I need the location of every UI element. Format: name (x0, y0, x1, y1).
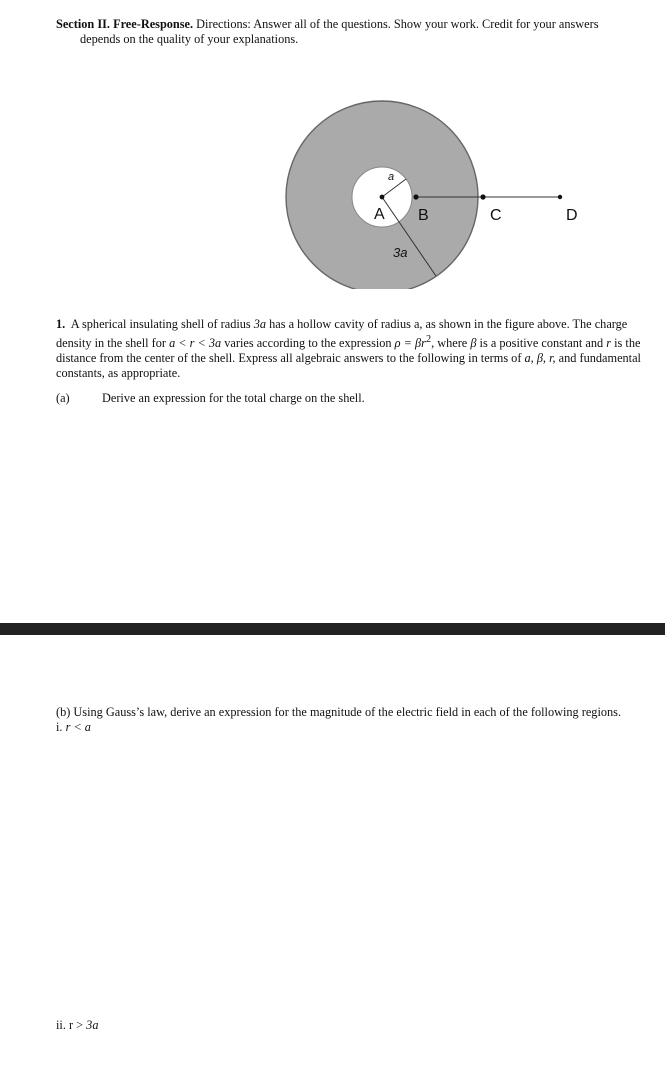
q1-text: , where (431, 336, 468, 351)
q1-text: A spherical insulating shell of radius (70, 317, 251, 331)
section-kind: Free-Response. (113, 17, 194, 31)
label-D: D (566, 207, 578, 224)
part-b-text: (b) Using Gauss’s law, derive an expression for the magnitude of the electric field in each of the following regions. (56, 705, 622, 719)
q1-exponent: 2 (425, 334, 432, 345)
directions-text-2: depends on the quality of your explanations. (80, 32, 299, 46)
q1-math: β (470, 336, 477, 351)
part-b-ii (56, 1018, 356, 1033)
label-C: C (490, 207, 502, 224)
part-a-label: (a) (56, 391, 70, 405)
section-label: Section II. (56, 17, 110, 31)
label-A: A (374, 206, 385, 223)
part-b-ii-expr: 3a (86, 1018, 99, 1032)
part-a-text: Derive an expression for the total charge on the shell. (102, 391, 365, 405)
directions-text-1: Directions: Answer all of the questions. Show your work. Credit for your answers (196, 17, 599, 31)
label-3a: 3a (393, 245, 408, 260)
point-B-dot (413, 194, 418, 199)
q1-text: and fundamental constants, as appropriate. (56, 351, 641, 381)
q1-math: 3a (253, 317, 267, 331)
question-1 (56, 317, 652, 381)
question-number: 1. (56, 317, 66, 331)
point-A-dot (380, 195, 385, 200)
q1-text: is the distance from the center of the shell. Express all algebraic answers to the following in terms of (56, 336, 641, 366)
q1-math: r (606, 336, 612, 351)
part-b-ii-label: ii. r > (56, 1018, 84, 1032)
part-b-i-expr: r < a (65, 720, 91, 734)
q1-math: ρ = βr (394, 336, 426, 351)
point-D-dot (558, 195, 562, 199)
q1-text: is a positive constant and (479, 336, 604, 351)
part-b (56, 705, 652, 735)
part-b-i-label: i. (56, 720, 63, 734)
q1-text: varies according to the expression (224, 336, 392, 351)
section-header (56, 17, 652, 47)
point-C-dot (480, 194, 485, 199)
q1-math: a < r < 3a (169, 336, 222, 351)
spherical-shell-figure (280, 93, 592, 289)
page-divider (0, 623, 665, 635)
part-a (56, 391, 652, 406)
label-B: B (418, 207, 429, 224)
q1-text: has a hollow cavity of radius a, as shown in the figure above. The charge density in the shell for (56, 317, 628, 351)
part-b-i (56, 720, 652, 735)
label-a: a (388, 171, 395, 183)
q1-math: a, β, r, (524, 351, 556, 366)
